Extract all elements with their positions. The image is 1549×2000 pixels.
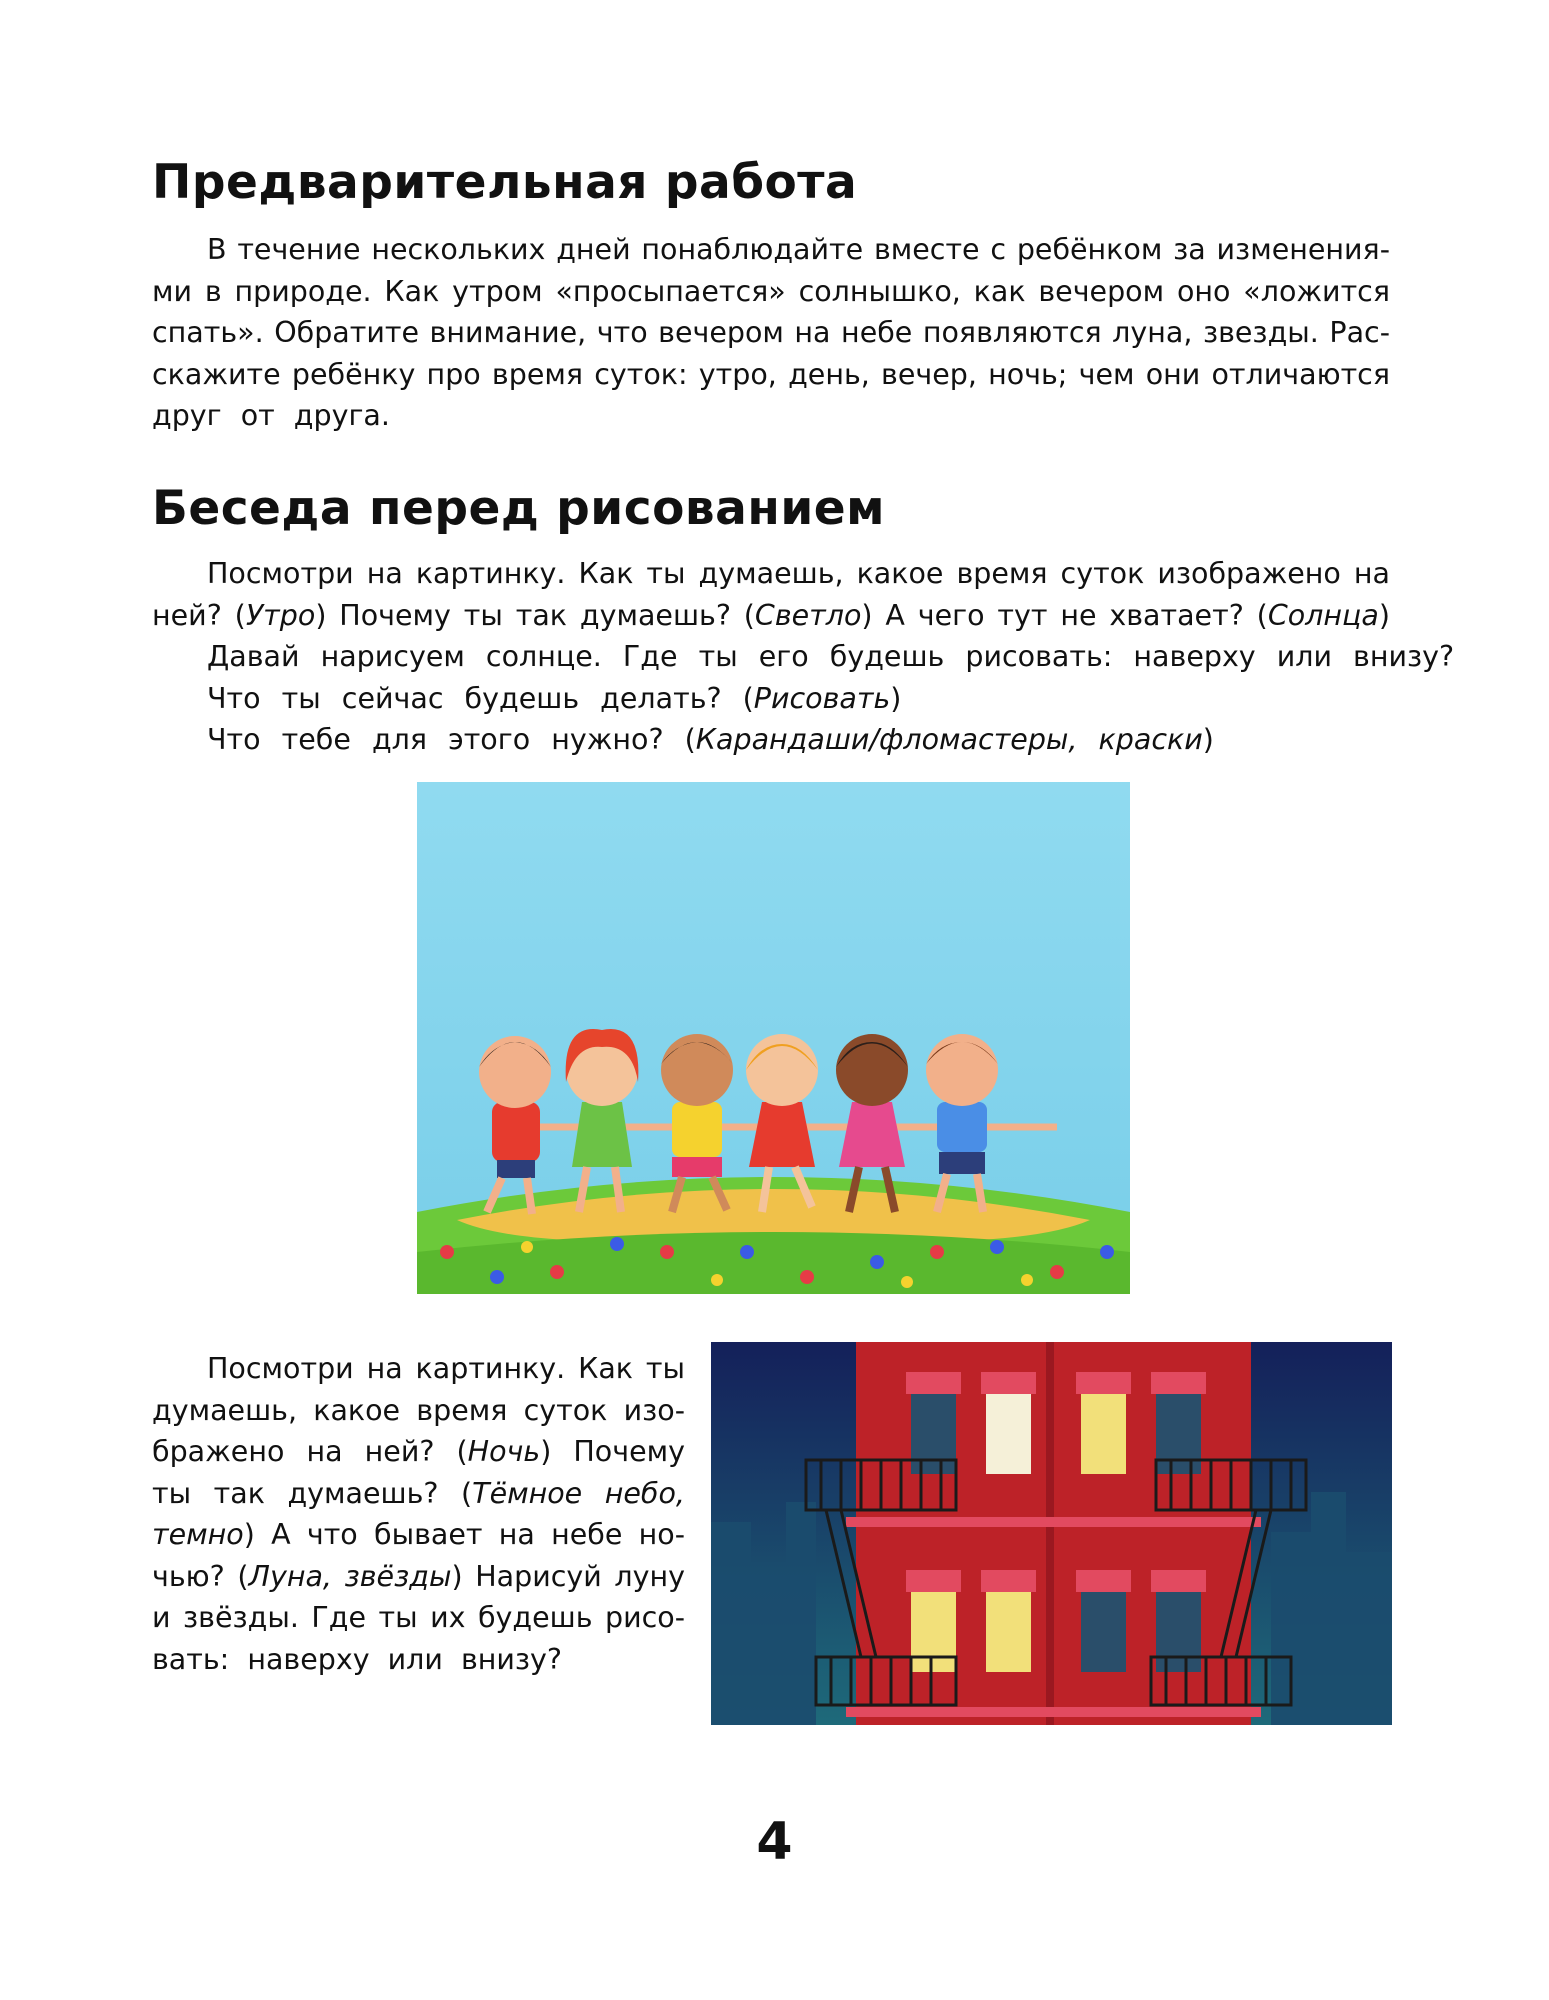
paragraph-line: друг от друга. bbox=[152, 399, 390, 432]
answer-text: Ночь bbox=[467, 1435, 541, 1468]
dialog-line: Давай нарисуем солнце. Где ты его будешь рисовать: наверху или внизу? bbox=[207, 640, 1455, 673]
heading-preliminary-work: Предварительная работа bbox=[152, 155, 858, 210]
text-span: ) Нарисуй луну bbox=[451, 1559, 685, 1593]
answer-text: Рисовать bbox=[753, 681, 891, 715]
dialog-night bbox=[152, 1348, 685, 1680]
text-span: ) bbox=[890, 681, 902, 715]
paragraph-line: В течение нескольких дней понаблюдайте вместе с ребёнком за изменения- bbox=[207, 233, 1390, 266]
text-span: ты так думаешь? ( bbox=[152, 1476, 473, 1510]
children-day-illustration bbox=[417, 782, 1130, 1294]
heading-conversation: Беседа перед рисованием bbox=[152, 481, 886, 536]
paragraph-preliminary bbox=[152, 229, 1390, 437]
dialog-line bbox=[152, 1431, 685, 1473]
text-span: ) bbox=[1378, 598, 1390, 632]
text-span: ) А что бывает на небе но- bbox=[243, 1518, 685, 1551]
answer-text: темно bbox=[152, 1518, 244, 1551]
answer-text: Утро bbox=[245, 598, 316, 632]
text-span: ) А чего тут не хватает? ( bbox=[861, 598, 1268, 632]
paragraph-line: ми в природе. Как утром «просыпается» солнышко, как вечером оно «ложится bbox=[152, 274, 1390, 308]
text-span: ) Почему ты так думаешь? ( bbox=[315, 598, 755, 632]
children-day-illustration-svg bbox=[417, 782, 1130, 1294]
text-span: ней? ( bbox=[152, 598, 246, 632]
paragraph-line: спать». Обратите внимание, что вечером на небе появляются луна, звезды. Рас- bbox=[152, 316, 1390, 349]
answer-text: Луна, звёзды bbox=[248, 1559, 452, 1593]
text-span: Что ты сейчас будешь делать? ( bbox=[207, 681, 754, 715]
dialog-line bbox=[152, 595, 1390, 637]
page-number: 4 bbox=[756, 1812, 793, 1872]
dialog-line: Посмотри на картинку. Как ты думаешь, какое время суток изображено на bbox=[207, 557, 1390, 590]
dialog-line: Посмотри на картинку. Как ты bbox=[207, 1352, 685, 1385]
text-span: ) Почему bbox=[540, 1435, 685, 1468]
answer-text: Солнца bbox=[1267, 598, 1379, 632]
dialog-line bbox=[152, 1514, 685, 1556]
dialog-day bbox=[152, 553, 1455, 761]
text-span: ) bbox=[1202, 723, 1214, 756]
dialog-line: вать: наверху или внизу? bbox=[152, 1642, 563, 1676]
dialog-line bbox=[152, 1473, 685, 1515]
text-span: Что тебе для этого нужно? ( bbox=[207, 723, 696, 756]
text-span: чью? ( bbox=[152, 1559, 249, 1593]
text-span: бражено на ней? ( bbox=[152, 1435, 468, 1468]
dialog-line: и звёзды. Где ты их будешь рисо- bbox=[152, 1601, 685, 1634]
dialog-line bbox=[152, 1556, 685, 1598]
answer-text: Карандаши/фломастеры, краски bbox=[695, 723, 1203, 756]
dialog-line bbox=[152, 678, 1390, 720]
answer-text: Светло bbox=[754, 598, 862, 632]
night-building-illustration-svg bbox=[711, 1342, 1392, 1725]
answer-text: Тёмное небо, bbox=[472, 1476, 685, 1510]
dialog-line bbox=[152, 719, 1390, 761]
dialog-line: думаешь, какое время суток изо- bbox=[152, 1393, 685, 1427]
paragraph-line: скажите ребёнку про время суток: утро, день, вечер, ночь; чем они отличаются bbox=[152, 357, 1390, 391]
night-building-illustration bbox=[711, 1342, 1392, 1725]
